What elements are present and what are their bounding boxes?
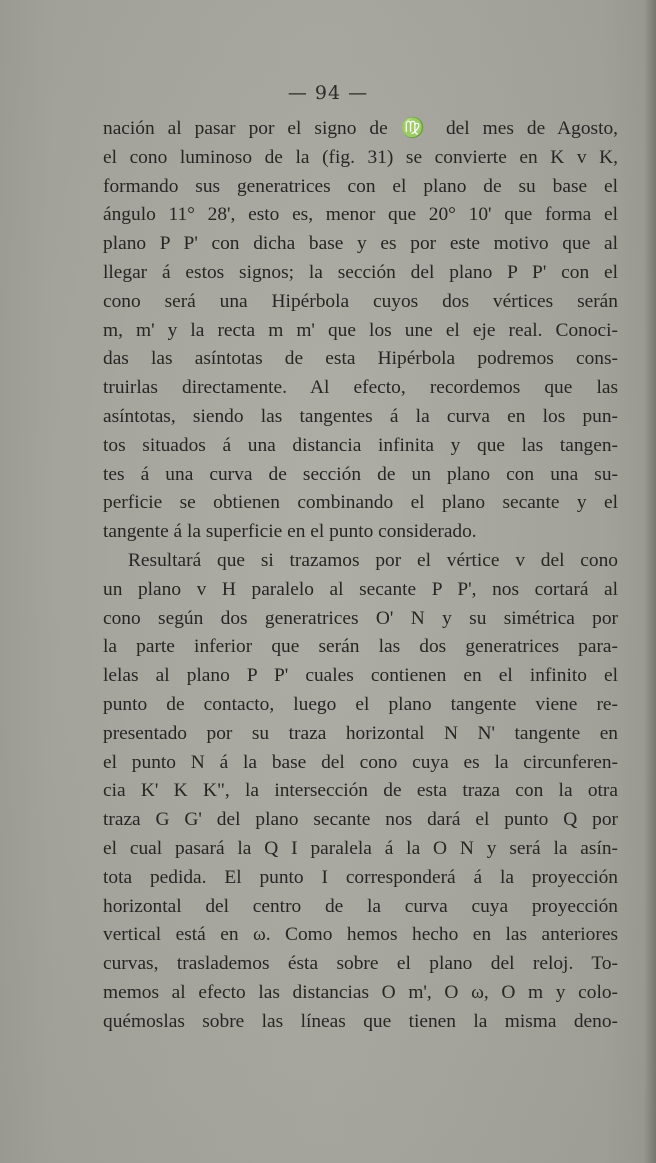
text-line: traza G G' del plano secante nos dará el punto Q por <box>103 809 618 831</box>
text-line: cono será una Hipérbola cuyos dos vértices serán <box>103 290 618 312</box>
text-line: curvas, traslademos ésta sobre el plano del reloj. To- <box>103 953 618 975</box>
text-line: horizontal del centro de la curva cuya proyección <box>103 895 618 917</box>
text-line: la parte inferior que serán las dos generatrices para- <box>103 636 618 658</box>
text-line: lelas al plano P P' cuales contienen en el infinito el <box>103 665 618 687</box>
text-line: asíntotas, siendo las tangentes á la curva en los pun- <box>103 405 618 427</box>
text-line: el punto N á la base del cono cuya es la circunferen- <box>103 751 618 773</box>
text-line-paragraph-end: tangente á la superficie en el punto considerado. <box>103 521 477 543</box>
text-line-paragraph-start: Resultará que si trazamos por el vértice v del cono <box>128 549 618 571</box>
text-line: cia K' K K", la intersección de esta traza con la otra <box>103 780 618 802</box>
text-line: un plano v H paralelo al secante P P', nos cortará al <box>103 578 618 600</box>
text-line: cono según dos generatrices O' N y su simétrica por <box>103 607 618 629</box>
text-line: perficie se obtienen combinando el plano secante y el <box>103 492 618 514</box>
text-line: tes á una curva de sección de un plano con una su- <box>103 463 618 485</box>
text-line: el cual pasará la Q I paralela á la O N y será la asín- <box>103 837 618 859</box>
text-line: punto de contacto, luego el plano tangente viene re- <box>103 693 618 715</box>
text-line: formando sus generatrices con el plano de su base el <box>103 175 618 197</box>
text-line: tota pedida. El punto I corresponderá á la proyección <box>103 866 618 888</box>
text-line: plano P P' con dicha base y es por este motivo que al <box>103 233 618 255</box>
text-line: m, m' y la recta m m' que los une el eje real. Conoci- <box>103 319 618 341</box>
text-line: ángulo 11° 28', esto es, menor que 20° 10' que forma el <box>103 204 618 226</box>
text-line: vertical está en ω. Como hemos hecho en las anteriores <box>103 924 618 946</box>
text-line: presentado por su traza horizontal N N' tangente en <box>103 722 618 744</box>
page-number: — 94 — <box>287 82 369 104</box>
text-line: truirlas directamente. Al efecto, recordemos que las <box>103 377 618 399</box>
page-edge-shadow <box>644 0 656 1163</box>
text-line: nación al pasar por el signo de ♍ del mes de Agosto, <box>103 118 618 139</box>
text-line: llegar á estos signos; la sección del plano P P' con el <box>103 261 618 283</box>
body-text <box>103 115 618 1037</box>
text-line: tos situados á una distancia infinita y que las tangen- <box>103 434 618 456</box>
text-line: memos al efecto las distancias O m', O ω, O m y colo- <box>103 981 618 1003</box>
text-line: das las asíntotas de esta Hipérbola podremos cons- <box>103 348 618 370</box>
text-line: el cono luminoso de la (fig. 31) se convierte en K v K, <box>103 146 618 168</box>
text-line: quémoslas sobre las líneas que tienen la misma deno- <box>103 1010 618 1032</box>
